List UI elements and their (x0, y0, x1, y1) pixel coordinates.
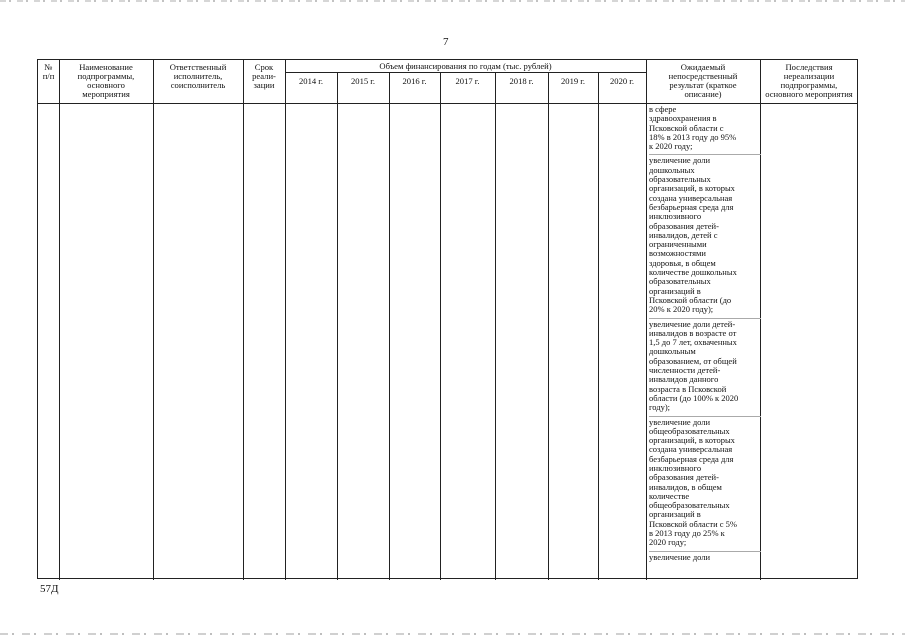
header-year-2015: 2015 г. (350, 76, 376, 86)
col-divider (153, 60, 154, 580)
col-divider (59, 60, 60, 580)
header-year-2017: 2017 г. (455, 76, 480, 86)
col-divider (495, 72, 496, 580)
result-paragraph: увеличение доли детей- инвалидов в возрасте от 1,5 до 7 лет, охваченных дошкольным образованием, от общей численности детей- инвалидов данного возраста в Псковской области (до 100% к 2020 году); (649, 318, 761, 413)
header-responsible: Ответственный исполнитель, соисполнитель (169, 62, 227, 90)
result-paragraph: увеличение доли (649, 551, 761, 562)
header-year-2014: 2014 г. (298, 76, 324, 86)
header-year-2016: 2016 г. (402, 76, 427, 86)
header-term: Срок реали- зации (252, 62, 276, 90)
col-divider (389, 72, 390, 580)
document-code: 57Д (40, 583, 59, 595)
header-year-2020: 2020 г. (609, 76, 635, 86)
col-divider (337, 72, 338, 580)
scan-artifact-top (0, 0, 905, 2)
col-divider (285, 60, 286, 580)
financing-subheader-line (285, 72, 646, 73)
col-divider (598, 72, 599, 580)
col-divider (440, 72, 441, 580)
result-paragraph: в сфере здравоохранения в Псковской области с 18% в 2013 году до 95% к 2020 году; (649, 104, 737, 152)
result-paragraph: увеличение доли общеобразовательных организаций, в которых создана универсальная безбарьерная среда для инклюзивного образования детей- инвалидов, в общем количестве общеобразовательных организаций в Псковской области с 5% в 2013 году до 25% к 2020 году; (649, 416, 761, 548)
header-result: Ожидаемый непосредственный результат (краткое описание) (668, 62, 738, 99)
header-name: Наименование подпрограммы, основного мероприятия (77, 62, 135, 99)
header-year-2019: 2019 г. (560, 76, 586, 86)
header-num: № п/п (42, 62, 55, 81)
header-bottom-line (38, 103, 858, 104)
col-divider (243, 60, 244, 580)
col-divider (646, 60, 647, 580)
col-divider (548, 72, 549, 580)
result-paragraph: увеличение доли дошкольных образовательных организаций, в которых создана универсальная безбарьерная среда для инклюзивного образования детей- инвалидов, детей с ограниченными возможностями здоровья, в общем количестве дошкольных образовательных организаций в Псковской области (до 20% к 2020 году); (649, 154, 761, 314)
scan-artifact-bottom (0, 633, 905, 635)
header-consequences: Последствия нереализации подпрограммы, основного мероприятия (765, 62, 853, 99)
expected-results-cell (649, 105, 761, 565)
header-financing: Объем финансирования по годам (тыс. рублей) (379, 61, 552, 71)
header-year-2018: 2018 г. (509, 76, 534, 86)
financing-table (37, 59, 858, 579)
page-number: 7 (443, 36, 449, 48)
